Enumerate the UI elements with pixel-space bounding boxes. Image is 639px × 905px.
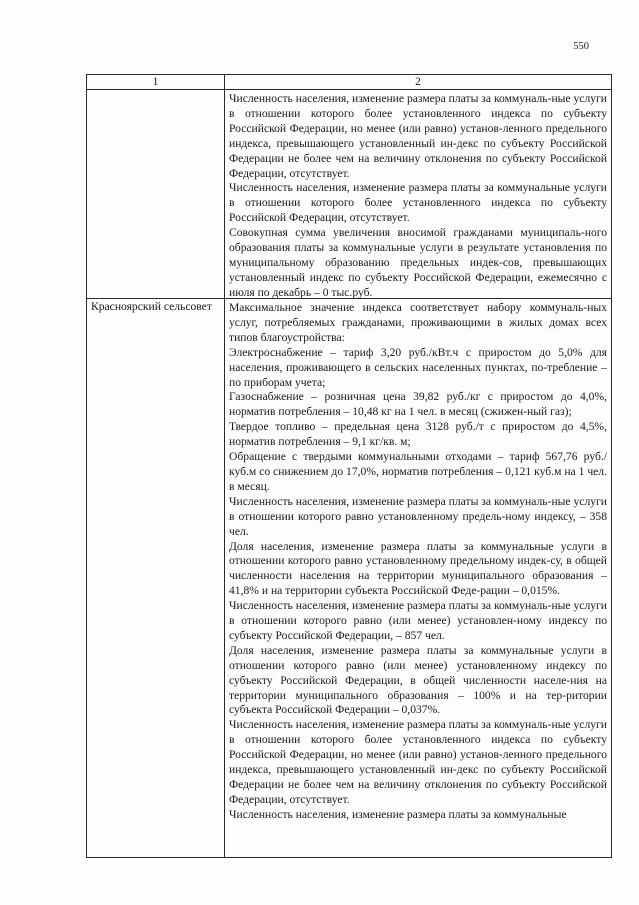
description-cell	[225, 299, 612, 858]
paragraph: Доля населения, изменение размера платы за коммунальные услуги в отношении которого равно установленному предельному индек-су, в общей численности населения на территории муниципального образования – 41,8% и на территории субъекта Российской Феде-рации – 0,015%.	[229, 539, 607, 598]
table-header-row	[87, 75, 612, 90]
column-header-1: 1	[87, 75, 225, 90]
paragraph: Численность населения, изменение размера платы за коммунальные услуги в отношении которого более установленного индекса по субъекту Российской Федерации, отсутствует.	[229, 181, 607, 225]
paragraph: Совокупная сумма увеличения вносимой гражданами муниципаль-ного образования платы за коммунальные услуги в результате установления по муниципальному образованию предельных индек-сов, превышающих установленный индекс по субъекту Российской Федерации, ежемесячно с июля по декабрь – 0 тыс.руб.	[229, 226, 607, 298]
paragraph: Газоснабжение – розничная цена 39,82 руб./кг с приростом до 4,0%, норматив потребления – 10,48 кг на 1 чел. в месяц (сжижен-ный газ);	[229, 390, 607, 419]
paragraph: Доля населения, изменение размера платы за коммунальные услуги в отношении которого равно (или менее) установленному индексу по субъекту Российской Федерации, в общей численности населе-ния на территории муниципального образования – 100% и на тер-ритории субъекта Российской Федерации – 0,037%.	[229, 643, 607, 717]
description-cell	[225, 90, 612, 299]
data-table	[86, 74, 612, 858]
paragraph: Электроснабжение – тариф 3,20 руб./кВт.ч с приростом до 5,0% для населения, проживающего в сельских населенных пунктах, по-требление – по приборам учета;	[229, 345, 607, 389]
table-row	[87, 299, 612, 858]
paragraph: Обращение с твердыми коммунальными отходами – тариф 567,76 руб./куб.м со снижением до 17,0%, норматив потребления – 0,121 куб.м на 1 чел. в месяц.	[229, 450, 607, 493]
region-cell: Красноярский сельсовет	[87, 299, 225, 858]
paragraph: Максимальное значение индекса соответствует набору коммуналь-ных услуг, потребляемых гражданами, проживающими в жилых домах всех типов благоустройства:	[229, 301, 607, 344]
paragraph: Твердое топливо – предельная цена 3128 руб./т с приростом до 4,5%, норматив потребления – 9,1 кг/кв. м;	[229, 420, 607, 449]
page-number: 550	[573, 41, 589, 52]
table-row	[87, 90, 612, 299]
column-header-2: 2	[225, 75, 612, 90]
paragraph: Численность населения, изменение размера платы за коммуналь-ные услуги в отношении которого равно (или менее) установлен-ному индексу по субъекту Российской Федерации, – 857 чел.	[229, 599, 607, 642]
paragraph: Численность населения, изменение размера платы за коммунальные	[229, 807, 567, 821]
paragraph: Численность населения, изменение размера платы за коммуналь-ные услуги в отношении которого более установленного индекса по субъекту Российской Федерации, но менее (или равно) установ-ленного предельного индекса, превышающего установленный ин-декс по субъекту Российской Федерации не более чем на величину отклонения по субъекту Российской Федерации, отсутствует.	[229, 92, 607, 180]
region-cell	[87, 90, 225, 299]
paragraph: Численность населения, изменение размера платы за коммуналь-ные услуги в отношении которого более установленного индекса по субъекту Российской Федерации, но менее (или равно) установ-ленного предельного индекса, превышающего установленный ин-декс по субъекту Российской Федерации не более чем на величину отклонения по субъекту Российской Федерации, отсутствует.	[229, 718, 607, 806]
paragraph: Численность населения, изменение размера платы за коммуналь-ные услуги в отношении которого равно установленному предель-ному индексу, – 358 чел.	[229, 494, 607, 538]
